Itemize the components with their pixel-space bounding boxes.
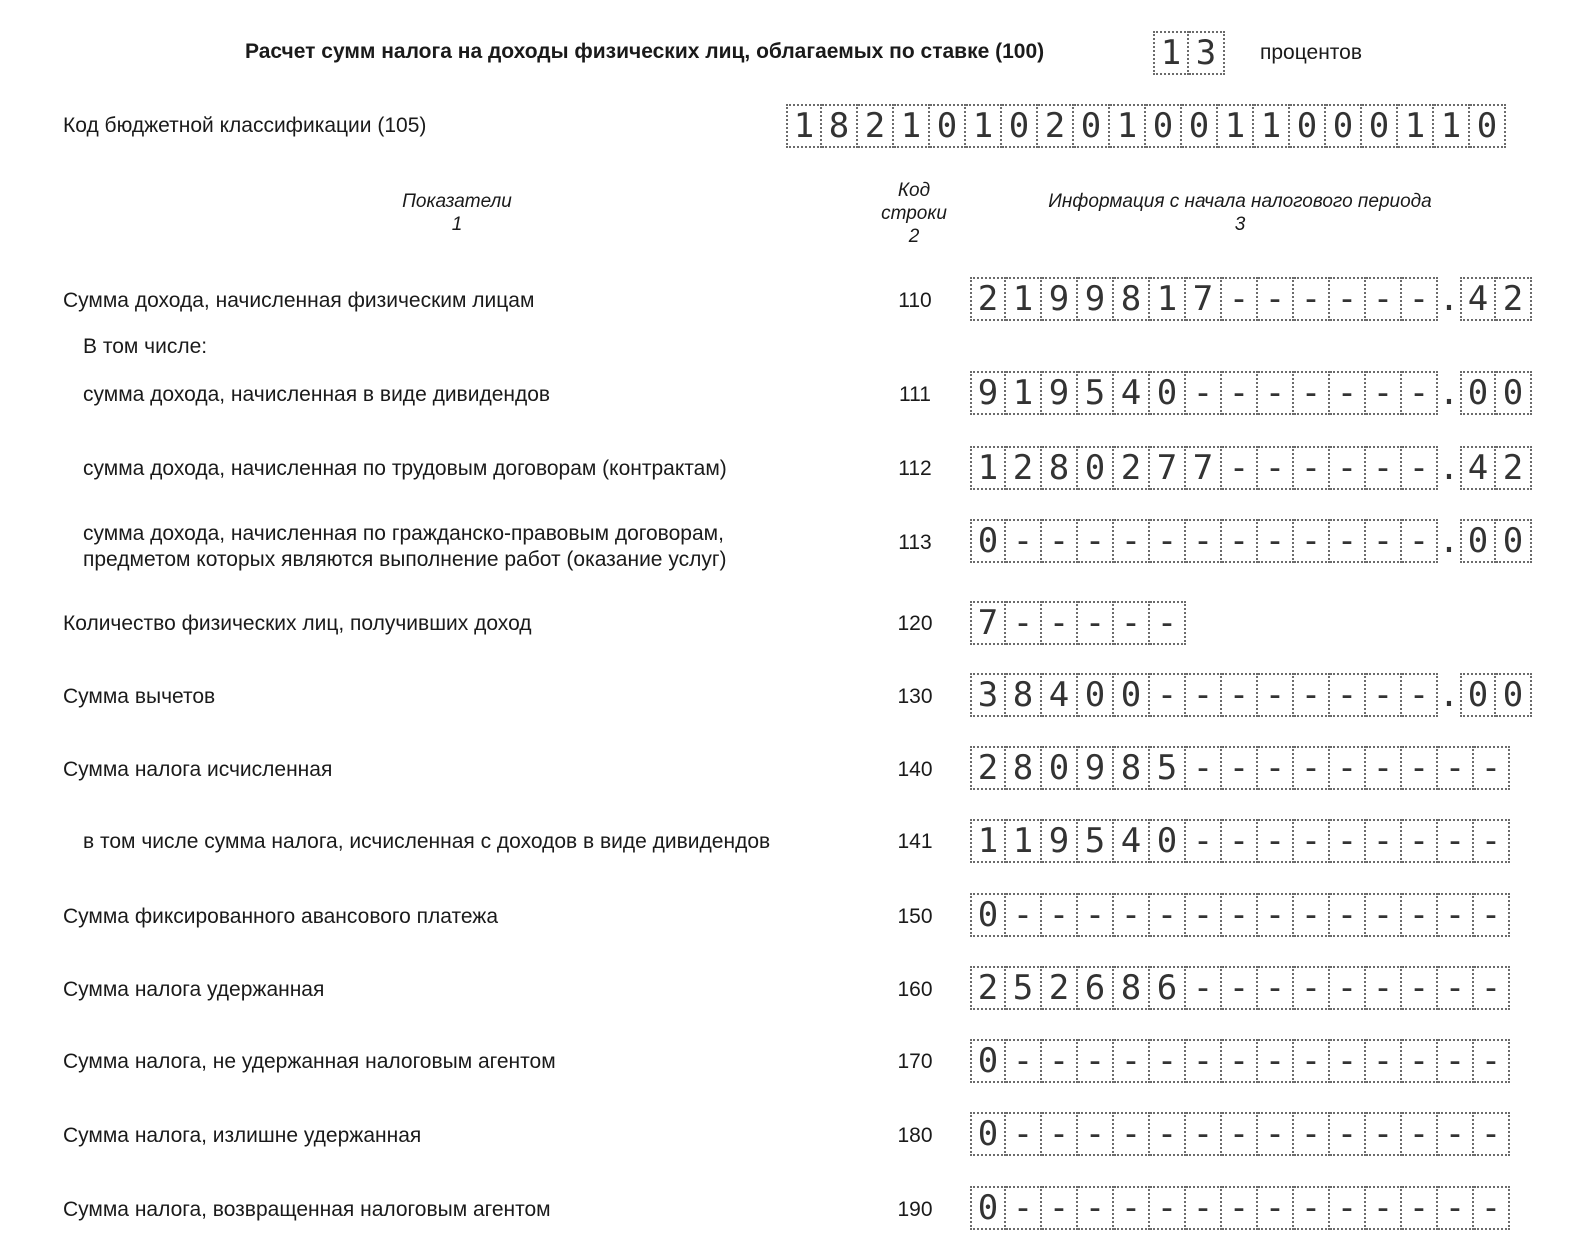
digit-cell[interactable]: - — [1330, 519, 1366, 563]
digit-cell[interactable]: 9 — [1042, 371, 1078, 415]
digit-cell[interactable]: - — [1438, 1039, 1474, 1083]
digit-cell[interactable]: - — [1402, 519, 1438, 563]
digit-cell[interactable]: 0 — [1114, 673, 1150, 717]
digit-cell[interactable]: 9 — [970, 371, 1006, 415]
digit-cell[interactable]: - — [1222, 1112, 1258, 1156]
digit-cell[interactable]: - — [1078, 519, 1114, 563]
digit-cell[interactable]: - — [1438, 1112, 1474, 1156]
row-130-code: 130 — [897, 685, 933, 708]
row-120-cells[interactable] — [970, 601, 1186, 645]
digit-cell[interactable]: - — [1222, 371, 1258, 415]
digit-cell[interactable]: - — [1474, 1186, 1510, 1230]
digit-cell[interactable]: - — [1294, 893, 1330, 937]
row-190-label: Сумма налога, возвращенная налоговым агентом — [63, 1198, 551, 1221]
row-150-label: Сумма фиксированного авансового платежа — [63, 905, 499, 928]
digit-cell[interactable]: 7 — [970, 601, 1006, 645]
row-180-label: Сумма налога, излишне удержанная — [63, 1124, 422, 1147]
row-170-cells[interactable] — [970, 1039, 1510, 1083]
digit-cell[interactable]: - — [1474, 1039, 1510, 1083]
column-header-line-code-title-2: строки — [881, 203, 947, 224]
digit-cell[interactable]: 1 — [1218, 104, 1254, 148]
digit-cell[interactable]: 0 — [1078, 673, 1114, 717]
digit-cell[interactable]: 2 — [970, 277, 1006, 321]
digit-cell[interactable]: 2 — [1006, 446, 1042, 490]
digit-cell[interactable]: 1 — [786, 104, 822, 148]
digit-cell[interactable]: - — [1186, 893, 1222, 937]
digit-cell[interactable]: - — [1294, 1186, 1330, 1230]
digit-cell[interactable]: - — [1402, 746, 1438, 790]
row-130-label: Сумма вычетов — [63, 685, 216, 708]
digit-cell[interactable]: - — [1078, 601, 1114, 645]
digit-cell[interactable]: - — [1330, 893, 1366, 937]
digit-cell[interactable]: - — [1258, 893, 1294, 937]
row-170-code: 170 — [897, 1050, 933, 1073]
digit-cell[interactable]: 7 — [1150, 446, 1186, 490]
digit-cell[interactable]: 8 — [1006, 746, 1042, 790]
digit-cell[interactable]: - — [1258, 446, 1294, 490]
digit-cell[interactable]: 1 — [970, 446, 1006, 490]
digit-cell[interactable]: 1 — [1150, 277, 1186, 321]
digit-cell[interactable]: - — [1366, 746, 1402, 790]
digit-cell[interactable]: - — [1294, 371, 1330, 415]
digit-cell[interactable]: - — [1402, 1112, 1438, 1156]
digit-cell[interactable]: 1 — [894, 104, 930, 148]
digit-cell[interactable]: 4 — [1114, 371, 1150, 415]
column-header-indicators-title: Показатели — [402, 191, 512, 212]
digit-cell[interactable]: - — [1474, 893, 1510, 937]
digit-cell[interactable]: - — [1366, 519, 1402, 563]
digit-cell[interactable]: 0 — [1460, 371, 1496, 415]
row-141-label: в том числе сумма налога, исчисленная с доходов в виде дивидендов — [83, 830, 771, 853]
digit-cell[interactable]: - — [1294, 746, 1330, 790]
digit-cell[interactable]: 0 — [1496, 673, 1532, 717]
digit-cell[interactable]: - — [1114, 1186, 1150, 1230]
digit-cell[interactable]: - — [1150, 519, 1186, 563]
digit-cell[interactable]: - — [1402, 371, 1438, 415]
digit-cell[interactable]: 5 — [1006, 966, 1042, 1010]
digit-cell[interactable]: 0 — [1496, 371, 1532, 415]
row-111-cells[interactable] — [970, 371, 1532, 415]
row-112-label: сумма дохода, начисленная по трудовым договорам (контрактам) — [83, 457, 727, 480]
digit-cell[interactable]: - — [1366, 1039, 1402, 1083]
decimal-separator: . — [1438, 448, 1460, 488]
row-141-cells[interactable] — [970, 819, 1510, 863]
digit-cell[interactable]: 4 — [1460, 446, 1496, 490]
digit-cell[interactable]: - — [1330, 371, 1366, 415]
digit-cell[interactable]: - — [1402, 966, 1438, 1010]
digit-cell[interactable]: 0 — [970, 1039, 1006, 1083]
digit-cell[interactable]: - — [1150, 601, 1186, 645]
digit-cell[interactable]: 0 — [1074, 104, 1110, 148]
digit-cell[interactable]: 4 — [1114, 819, 1150, 863]
digit-cell[interactable]: - — [1222, 1039, 1258, 1083]
row-180-cells[interactable] — [970, 1112, 1510, 1156]
digit-cell[interactable]: - — [1402, 1039, 1438, 1083]
including-label: В том числе: — [83, 335, 208, 358]
row-140-cells[interactable] — [970, 746, 1510, 790]
row-120-label: Количество физических лиц, получивших доход — [63, 612, 532, 635]
digit-cell[interactable]: - — [1114, 1039, 1150, 1083]
digit-cell[interactable]: 2 — [1038, 104, 1074, 148]
digit-cell[interactable]: 0 — [1496, 519, 1532, 563]
digit-cell[interactable]: - — [1150, 893, 1186, 937]
digit-cell[interactable]: - — [1474, 1112, 1510, 1156]
row-190-code: 190 — [897, 1198, 933, 1221]
digit-cell[interactable]: 7 — [1186, 446, 1222, 490]
digit-cell[interactable]: - — [1294, 277, 1330, 321]
digit-cell[interactable]: 1 — [1254, 104, 1290, 148]
digit-cell[interactable]: 3 — [970, 673, 1006, 717]
column-header-info — [990, 190, 1490, 236]
digit-cell[interactable]: 2 — [1042, 966, 1078, 1010]
digit-cell[interactable]: - — [1330, 277, 1366, 321]
section-title: Расчет сумм налога на доходы физических лиц, облагаемых по ставке (100) — [245, 40, 1045, 63]
digit-cell[interactable]: - — [1186, 819, 1222, 863]
digit-cell[interactable]: - — [1042, 519, 1078, 563]
digit-cell[interactable]: 8 — [1114, 746, 1150, 790]
digit-cell[interactable]: - — [1438, 1186, 1474, 1230]
row-110-cells[interactable] — [970, 277, 1532, 321]
digit-cell[interactable]: 7 — [1186, 277, 1222, 321]
digit-cell[interactable]: - — [1366, 371, 1402, 415]
row-120-code: 120 — [897, 612, 933, 635]
digit-cell[interactable]: 6 — [1078, 966, 1114, 1010]
digit-cell[interactable]: 0 — [1146, 104, 1182, 148]
digit-cell[interactable]: 4 — [1042, 673, 1078, 717]
column-header-info-title: Информация с начала налогового периода — [1048, 191, 1432, 212]
digit-cell[interactable]: - — [1222, 893, 1258, 937]
digit-cell[interactable]: - — [1330, 1039, 1366, 1083]
digit-cell[interactable]: - — [1150, 1039, 1186, 1083]
column-header-indicators-number: 1 — [451, 214, 463, 235]
digit-cell[interactable]: - — [1366, 446, 1402, 490]
rate-unit-label: процентов — [1260, 41, 1363, 64]
row-110-code: 110 — [898, 289, 932, 312]
digit-cell[interactable]: - — [1294, 966, 1330, 1010]
digit-cell[interactable]: - — [1042, 601, 1078, 645]
digit-cell[interactable]: 0 — [1326, 104, 1362, 148]
digit-cell[interactable]: - — [1006, 893, 1042, 937]
digit-cell[interactable]: - — [1114, 519, 1150, 563]
digit-cell[interactable]: 5 — [1078, 819, 1114, 863]
digit-cell[interactable]: - — [1078, 1039, 1114, 1083]
rate-cell[interactable]: 1 — [1153, 31, 1189, 75]
digit-cell[interactable]: - — [1222, 446, 1258, 490]
digit-cell[interactable]: - — [1006, 1039, 1042, 1083]
digit-cell[interactable]: 0 — [1470, 104, 1506, 148]
digit-cell[interactable]: - — [1258, 371, 1294, 415]
digit-cell[interactable]: - — [1258, 1039, 1294, 1083]
digit-cell[interactable]: 2 — [1496, 277, 1532, 321]
column-header-line-code-number: 2 — [908, 226, 920, 247]
digit-cell[interactable]: - — [1474, 819, 1510, 863]
digit-cell[interactable]: 2 — [970, 746, 1006, 790]
row-140-label: Сумма налога исчисленная — [63, 758, 333, 781]
digit-cell[interactable]: - — [1258, 519, 1294, 563]
digit-cell[interactable]: 5 — [1150, 746, 1186, 790]
digit-cell[interactable]: - — [1186, 746, 1222, 790]
digit-cell[interactable]: - — [1222, 673, 1258, 717]
digit-cell[interactable]: - — [1330, 966, 1366, 1010]
row-113-code: 113 — [898, 531, 932, 554]
decimal-separator: . — [1438, 373, 1460, 413]
row-160-label: Сумма налога удержанная — [63, 978, 325, 1001]
digit-cell[interactable]: - — [1222, 277, 1258, 321]
digit-cell[interactable]: - — [1006, 1112, 1042, 1156]
decimal-separator: . — [1438, 279, 1460, 319]
digit-cell[interactable]: - — [1294, 673, 1330, 717]
digit-cell[interactable]: - — [1402, 446, 1438, 490]
row-170-label: Сумма налога, не удержанная налоговым агентом — [63, 1050, 556, 1073]
digit-cell[interactable]: - — [1330, 446, 1366, 490]
digit-cell[interactable]: - — [1402, 893, 1438, 937]
row-112-cells[interactable] — [970, 446, 1532, 490]
digit-cell[interactable]: 6 — [1150, 966, 1186, 1010]
digit-cell[interactable]: - — [1294, 819, 1330, 863]
digit-cell[interactable]: - — [1294, 1112, 1330, 1156]
row-113-label-line2: предметом которых являются выполнение работ (оказание услуг) — [83, 548, 727, 571]
digit-cell[interactable]: - — [1258, 1112, 1294, 1156]
digit-cell[interactable]: - — [1330, 673, 1366, 717]
digit-cell[interactable]: - — [1438, 819, 1474, 863]
kbk-label: Код бюджетной классификации (105) — [63, 114, 427, 137]
digit-cell[interactable]: - — [1258, 673, 1294, 717]
digit-cell[interactable]: - — [1402, 1186, 1438, 1230]
decimal-separator: . — [1438, 675, 1460, 715]
rate-cell[interactable]: 3 — [1189, 31, 1225, 75]
digit-cell[interactable]: 0 — [1042, 746, 1078, 790]
row-140-code: 140 — [897, 758, 933, 781]
digit-cell[interactable]: 1 — [970, 819, 1006, 863]
digit-cell[interactable]: - — [1150, 1186, 1186, 1230]
digit-cell[interactable]: - — [1186, 371, 1222, 415]
digit-cell[interactable]: - — [1258, 966, 1294, 1010]
digit-cell[interactable]: - — [1042, 1112, 1078, 1156]
digit-cell[interactable]: 0 — [1460, 519, 1496, 563]
digit-cell[interactable]: - — [1366, 819, 1402, 863]
digit-cell[interactable]: 0 — [1290, 104, 1326, 148]
digit-cell[interactable]: - — [1474, 746, 1510, 790]
digit-cell[interactable]: 0 — [970, 1186, 1006, 1230]
digit-cell[interactable]: - — [1258, 819, 1294, 863]
digit-cell[interactable]: - — [1222, 746, 1258, 790]
digit-cell[interactable]: - — [1186, 966, 1222, 1010]
digit-cell[interactable]: 1 — [1006, 371, 1042, 415]
digit-cell[interactable]: 0 — [1150, 371, 1186, 415]
digit-cell[interactable]: 2 — [970, 966, 1006, 1010]
digit-cell[interactable]: 1 — [1006, 819, 1042, 863]
row-150-code: 150 — [897, 905, 933, 928]
digit-cell[interactable]: 0 — [1460, 673, 1496, 717]
digit-cell[interactable]: - — [1258, 1186, 1294, 1230]
digit-cell[interactable]: 2 — [1496, 446, 1532, 490]
digit-cell[interactable]: 2 — [1114, 446, 1150, 490]
digit-cell[interactable]: - — [1006, 601, 1042, 645]
digit-cell[interactable]: - — [1474, 966, 1510, 1010]
digit-cell[interactable]: - — [1186, 673, 1222, 717]
digit-cell[interactable]: 2 — [858, 104, 894, 148]
digit-cell[interactable]: - — [1186, 1112, 1222, 1156]
digit-cell[interactable]: 9 — [1042, 819, 1078, 863]
digit-cell[interactable]: - — [1366, 1112, 1402, 1156]
digit-cell[interactable]: 9 — [1078, 277, 1114, 321]
digit-cell[interactable]: - — [1366, 893, 1402, 937]
digit-cell[interactable]: - — [1006, 1186, 1042, 1230]
column-header-line-code-title-1: Код — [897, 180, 931, 201]
digit-cell[interactable]: - — [1366, 966, 1402, 1010]
digit-cell[interactable]: - — [1330, 819, 1366, 863]
digit-cell[interactable]: - — [1438, 893, 1474, 937]
rate-cells[interactable] — [1153, 31, 1225, 75]
digit-cell[interactable]: 0 — [1078, 446, 1114, 490]
digit-cell[interactable]: - — [1222, 819, 1258, 863]
digit-cell[interactable]: - — [1186, 1186, 1222, 1230]
digit-cell[interactable]: 0 — [1182, 104, 1218, 148]
digit-cell[interactable]: - — [1366, 277, 1402, 321]
digit-cell[interactable]: - — [1366, 1186, 1402, 1230]
digit-cell[interactable]: - — [1294, 446, 1330, 490]
digit-cell[interactable]: 8 — [1042, 446, 1078, 490]
kbk-cells[interactable] — [786, 104, 1506, 148]
digit-cell[interactable]: - — [1258, 277, 1294, 321]
row-113-cells[interactable] — [970, 519, 1532, 563]
row-190-cells[interactable] — [970, 1186, 1510, 1230]
digit-cell[interactable]: 0 — [970, 893, 1006, 937]
digit-cell[interactable]: - — [1222, 966, 1258, 1010]
digit-cell[interactable]: 1 — [1398, 104, 1434, 148]
digit-cell[interactable]: 9 — [1042, 277, 1078, 321]
digit-cell[interactable]: 0 — [970, 1112, 1006, 1156]
row-111-label: сумма дохода, начисленная в виде дивидендов — [83, 383, 551, 406]
digit-cell[interactable]: - — [1114, 1112, 1150, 1156]
digit-cell[interactable]: 5 — [1078, 371, 1114, 415]
digit-cell[interactable]: - — [1150, 673, 1186, 717]
column-header-line-code — [864, 179, 964, 248]
digit-cell[interactable]: - — [1438, 966, 1474, 1010]
digit-cell[interactable]: 8 — [822, 104, 858, 148]
digit-cell[interactable]: 0 — [1150, 819, 1186, 863]
row-150-cells[interactable] — [970, 893, 1510, 937]
column-header-info-number: 3 — [1234, 214, 1246, 235]
digit-cell[interactable]: - — [1114, 601, 1150, 645]
digit-cell[interactable]: - — [1042, 1039, 1078, 1083]
digit-cell[interactable]: - — [1186, 1039, 1222, 1083]
digit-cell[interactable]: - — [1042, 1186, 1078, 1230]
digit-cell[interactable]: 0 — [1362, 104, 1398, 148]
row-141-code: 141 — [897, 830, 933, 853]
digit-cell[interactable]: - — [1078, 1112, 1114, 1156]
digit-cell[interactable]: - — [1150, 1112, 1186, 1156]
digit-cell[interactable]: - — [1294, 519, 1330, 563]
digit-cell[interactable]: - — [1330, 1186, 1366, 1230]
digit-cell[interactable]: 8 — [1114, 966, 1150, 1010]
digit-cell[interactable]: 0 — [970, 519, 1006, 563]
digit-cell[interactable]: - — [1330, 746, 1366, 790]
digit-cell[interactable]: - — [1222, 519, 1258, 563]
digit-cell[interactable]: - — [1078, 1186, 1114, 1230]
row-160-cells[interactable] — [970, 966, 1510, 1010]
digit-cell[interactable]: - — [1366, 673, 1402, 717]
digit-cell[interactable]: - — [1402, 819, 1438, 863]
row-112-code: 112 — [898, 457, 932, 480]
digit-cell[interactable]: 4 — [1460, 277, 1496, 321]
digit-cell[interactable]: 0 — [1002, 104, 1038, 148]
decimal-separator: . — [1438, 521, 1460, 561]
row-111-code: 111 — [899, 383, 931, 406]
digit-cell[interactable]: - — [1186, 519, 1222, 563]
column-header-indicators — [357, 190, 557, 236]
digit-cell[interactable]: - — [1258, 746, 1294, 790]
digit-cell[interactable]: 1 — [1006, 277, 1042, 321]
digit-cell[interactable]: 0 — [930, 104, 966, 148]
digit-cell[interactable]: - — [1042, 893, 1078, 937]
row-180-code: 180 — [897, 1124, 933, 1147]
digit-cell[interactable]: 1 — [1110, 104, 1146, 148]
digit-cell[interactable]: - — [1006, 519, 1042, 563]
digit-cell[interactable]: - — [1222, 1186, 1258, 1230]
digit-cell[interactable]: 1 — [966, 104, 1002, 148]
row-110-label: Сумма дохода, начисленная физическим лицам — [63, 289, 535, 312]
row-160-code: 160 — [897, 978, 933, 1001]
digit-cell[interactable]: - — [1114, 893, 1150, 937]
digit-cell[interactable]: - — [1330, 1112, 1366, 1156]
digit-cell[interactable]: 1 — [1434, 104, 1470, 148]
digit-cell[interactable]: - — [1402, 673, 1438, 717]
digit-cell[interactable]: 8 — [1006, 673, 1042, 717]
digit-cell[interactable]: - — [1438, 746, 1474, 790]
digit-cell[interactable]: 9 — [1078, 746, 1114, 790]
digit-cell[interactable]: - — [1402, 277, 1438, 321]
row-130-cells[interactable] — [970, 673, 1532, 717]
row-113-label-line1: сумма дохода, начисленная по гражданско-правовым договорам, — [83, 522, 724, 545]
digit-cell[interactable]: - — [1294, 1039, 1330, 1083]
digit-cell[interactable]: - — [1078, 893, 1114, 937]
digit-cell[interactable]: 8 — [1114, 277, 1150, 321]
